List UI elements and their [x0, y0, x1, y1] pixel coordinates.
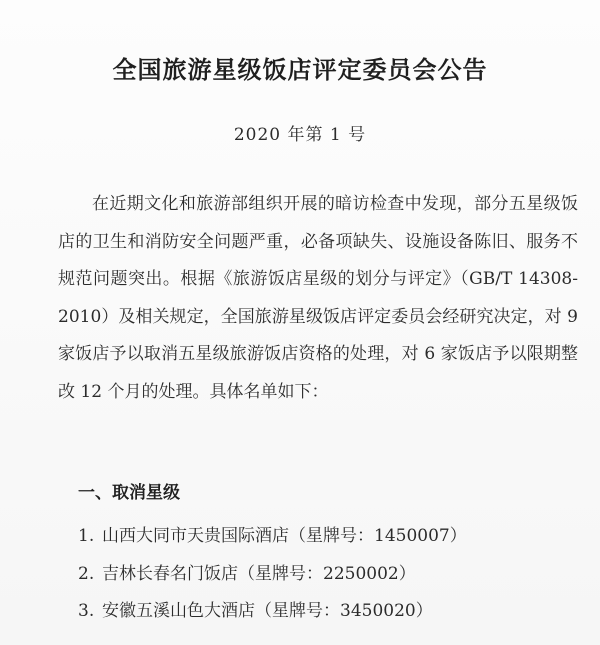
document-number: 2020 年第 1 号 [233, 125, 367, 145]
document-title: 全国旅游星级饭店评定委员会公告 [112, 56, 488, 84]
announcement-body [58, 186, 578, 411]
revoked-hotel-list [78, 518, 467, 631]
list-item-text: 安徽五溪山色大酒店（星牌号：3450020） [102, 601, 433, 621]
list-item [78, 518, 467, 556]
list-item-number: 3. [78, 601, 95, 621]
list-item-number: 1. [78, 526, 95, 546]
list-item-text: 山西大同市天贵国际酒店（星牌号：1450007） [102, 526, 467, 546]
body-paragraph: 在近期文化和旅游部组织开展的暗访检查中发现，部分五星级饭店的卫生和消防安全问题严重，必备项缺失、设施设备陈旧、服务不规范问题突出。根据《旅游饭店星级的划分与评定》（GB/T 14308-2010）及相关规定，全国旅游星级饭店评定委员会经研究决定，对 9 家饭店予以取消五星级旅游饭店资格的处理，对 6 家饭店予以限期整改 12 个月的处理。具体名单如下： [58, 194, 578, 402]
list-item-text: 吉林长春名门饭店（星牌号：2250002） [102, 563, 416, 584]
list-item-number: 2. [78, 563, 95, 584]
section-heading-revoke-stars: 一、取消星级 [78, 483, 180, 503]
list-item [78, 556, 467, 594]
list-item [78, 593, 467, 631]
